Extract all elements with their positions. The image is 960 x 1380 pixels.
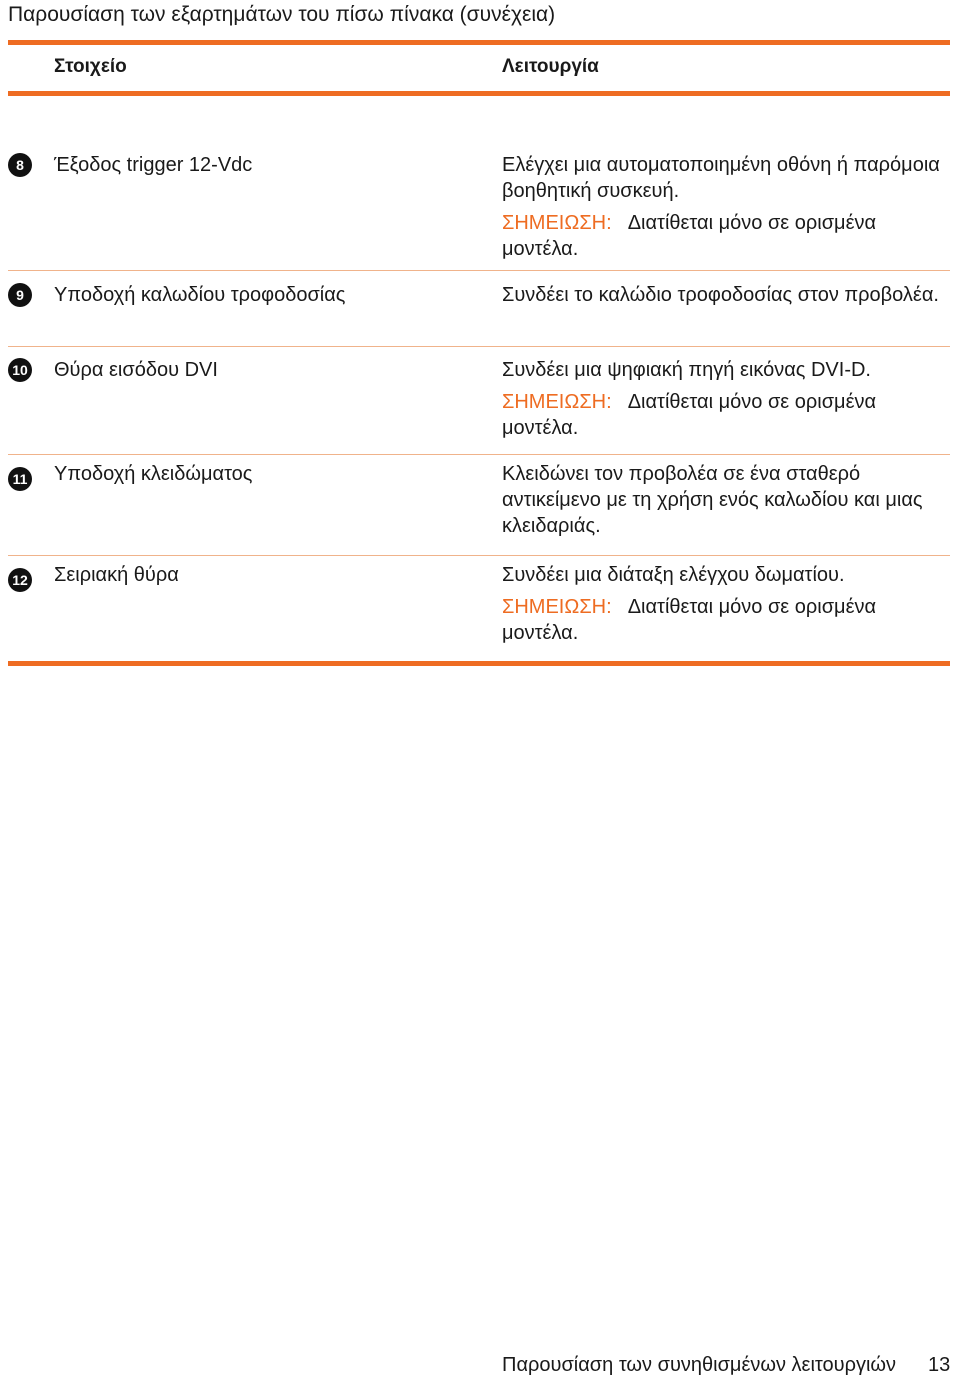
item-function: Συνδέει το καλώδιο τροφοδοσίας στον προβολέα. [502,284,939,306]
table-row [8,96,950,270]
item-name: Υποδοχή κλειδώματος [54,463,253,485]
function-text: Συνδέει μια διάταξη ελέγχου δωματίου. [502,564,845,586]
note-label: ΣΗΜΕΙΩΣΗ: [502,212,612,234]
note [502,210,948,262]
footer-section-title: Παρουσίαση των συνηθισμένων λειτουργιών [502,1354,897,1376]
item-name: Υποδοχή καλωδίου τροφοδοσίας [54,284,346,306]
table-row [8,555,950,661]
table-bottom-rule [8,661,950,666]
note [502,389,948,441]
item-name: Θύρα εισόδου DVI [54,359,218,381]
table-row [8,346,950,454]
note-label: ΣΗΜΕΙΩΣΗ: [502,596,612,618]
item-number-badge: 10 [8,358,32,382]
item-function [502,357,948,441]
item-function: Κλειδώνει τον προβολέα σε ένα σταθερό αντικείμενο με τη χρήση ενός καλωδίου και μιας κλειδαριάς. [502,463,923,537]
table-row [8,270,950,346]
item-number-badge: 9 [8,283,32,307]
table-header [8,45,950,91]
item-name: Έξοδος trigger 12-Vdc [54,154,253,176]
note-text: Διατίθεται μόνο σε ορισμένα μοντέλα. [502,212,877,260]
note-text: Διατίθεται μόνο σε ορισμένα μοντέλα. [502,391,877,439]
item-number-badge: 11 [8,467,32,491]
page-title: Παρουσίαση των εξαρτημάτων του πίσω πίνακα (συνέχεια) [8,3,556,26]
table-row [8,454,950,555]
item-name: Σειριακή θύρα [54,564,179,586]
item-number-badge: 12 [8,568,32,592]
note [502,594,948,646]
item-number-badge: 8 [8,153,32,177]
note-text: Διατίθεται μόνο σε ορισμένα μοντέλα. [502,596,877,644]
note-label: ΣΗΜΕΙΩΣΗ: [502,391,612,413]
column-header-function: Λειτουργία [502,56,599,77]
column-header-item: Στοιχείο [54,56,127,77]
components-table [8,40,950,666]
item-function [502,562,948,646]
item-function [502,152,948,262]
function-text: Ελέγχει μια αυτοματοποιημένη οθόνη ή παρόμοια βοηθητική συσκευή. [502,154,940,202]
page-number: 13 [928,1354,951,1376]
function-text: Συνδέει μια ψηφιακή πηγή εικόνας DVI-D. [502,359,871,381]
